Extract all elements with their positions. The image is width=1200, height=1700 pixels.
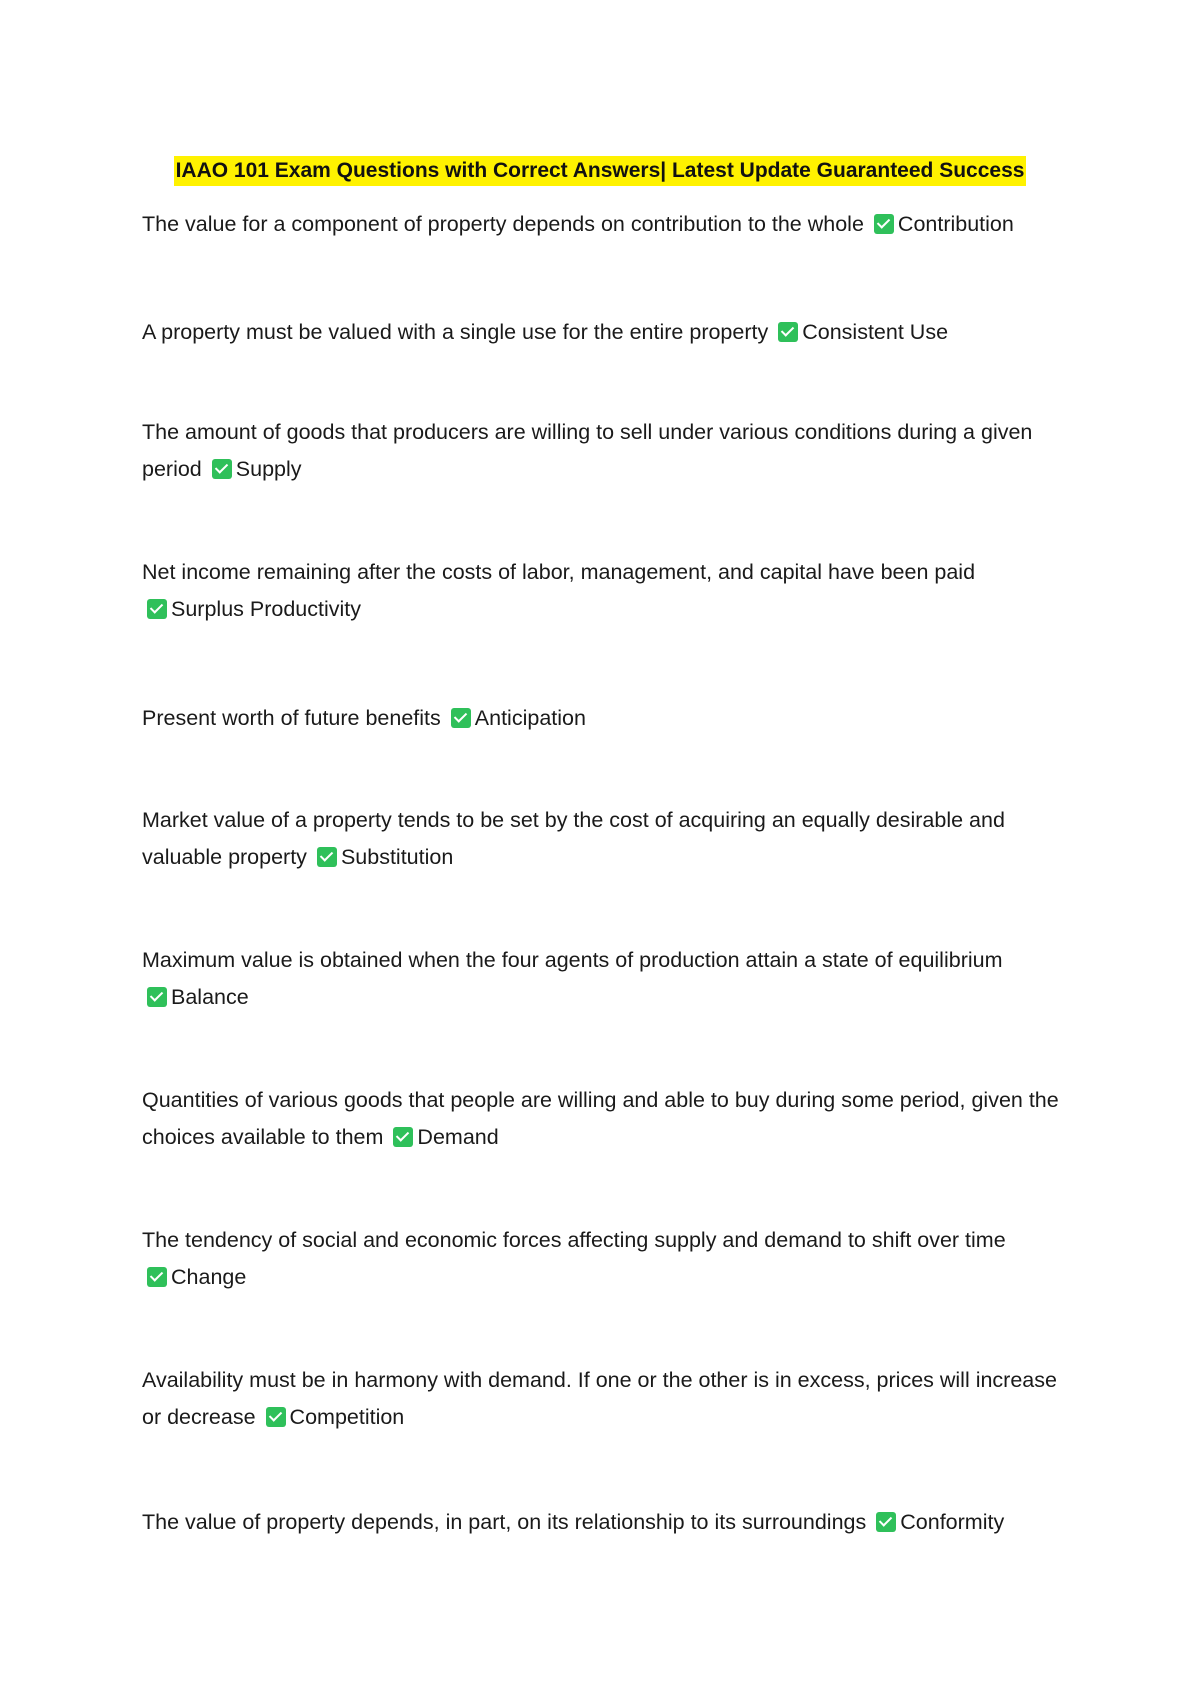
check-box-icon [393, 1127, 413, 1147]
qa-item [142, 414, 1062, 488]
qa-item [142, 700, 1062, 737]
qa-item [142, 554, 1062, 628]
question-text: The value of property depends, in part, on its relationship to its surroundings [142, 1510, 867, 1534]
question-text: Availability must be in harmony with demand. If one or the other is in excess, prices will increase or decrease [142, 1368, 1057, 1429]
question-text: A property must be valued with a single use for the entire property [142, 320, 769, 344]
qa-item [142, 1504, 1062, 1541]
question-text: Present worth of future benefits [142, 706, 441, 730]
answer-text: Balance [171, 985, 249, 1009]
check-box-icon [778, 322, 798, 342]
check-box-icon [876, 1512, 896, 1532]
answer-text: Contribution [897, 212, 1014, 236]
check-box-icon [147, 1267, 167, 1287]
qa-item [142, 206, 1062, 243]
check-box-icon [451, 708, 471, 728]
check-box-icon [212, 459, 232, 479]
title-container [0, 156, 1200, 186]
check-box-icon [874, 214, 894, 234]
answer-text: Change [171, 1265, 247, 1289]
check-box-icon [147, 599, 167, 619]
check-box-icon [317, 847, 337, 867]
question-text: The tendency of social and economic forces affecting supply and demand to shift over time [142, 1228, 1006, 1252]
check-box-icon [147, 987, 167, 1007]
answer-text: Demand [417, 1125, 499, 1149]
answer-text: Consistent Use [802, 320, 949, 344]
answer-text: Anticipation [474, 706, 586, 730]
answer-text: Competition [289, 1405, 405, 1429]
question-text: The amount of goods that producers are willing to sell under various conditions during a given period [142, 420, 1033, 481]
check-box-icon [266, 1407, 286, 1427]
answer-text: Supply [235, 457, 302, 481]
question-text: Net income remaining after the costs of labor, management, and capital have been paid [142, 560, 976, 584]
qa-item [142, 1362, 1062, 1436]
qa-item [142, 942, 1062, 1016]
question-text: Market value of a property tends to be set by the cost of acquiring an equally desirable and valuable property [142, 808, 1005, 869]
answer-text: Conformity [900, 1510, 1005, 1534]
question-text: The value for a component of property depends on contribution to the whole [142, 212, 864, 236]
qa-item [142, 1222, 1062, 1296]
qa-item [142, 314, 1062, 351]
qa-item [142, 1082, 1062, 1156]
question-text: Quantities of various goods that people are willing and able to buy during some period, given the choices available to them [142, 1088, 1059, 1149]
document-title: IAAO 101 Exam Questions with Correct Answers| Latest Update Guaranteed Success [174, 156, 1027, 186]
question-text: Maximum value is obtained when the four agents of production attain a state of equilibrium [142, 948, 1003, 972]
answer-text: Surplus Productivity [171, 597, 361, 621]
qa-item [142, 802, 1062, 876]
answer-text: Substitution [340, 845, 454, 869]
